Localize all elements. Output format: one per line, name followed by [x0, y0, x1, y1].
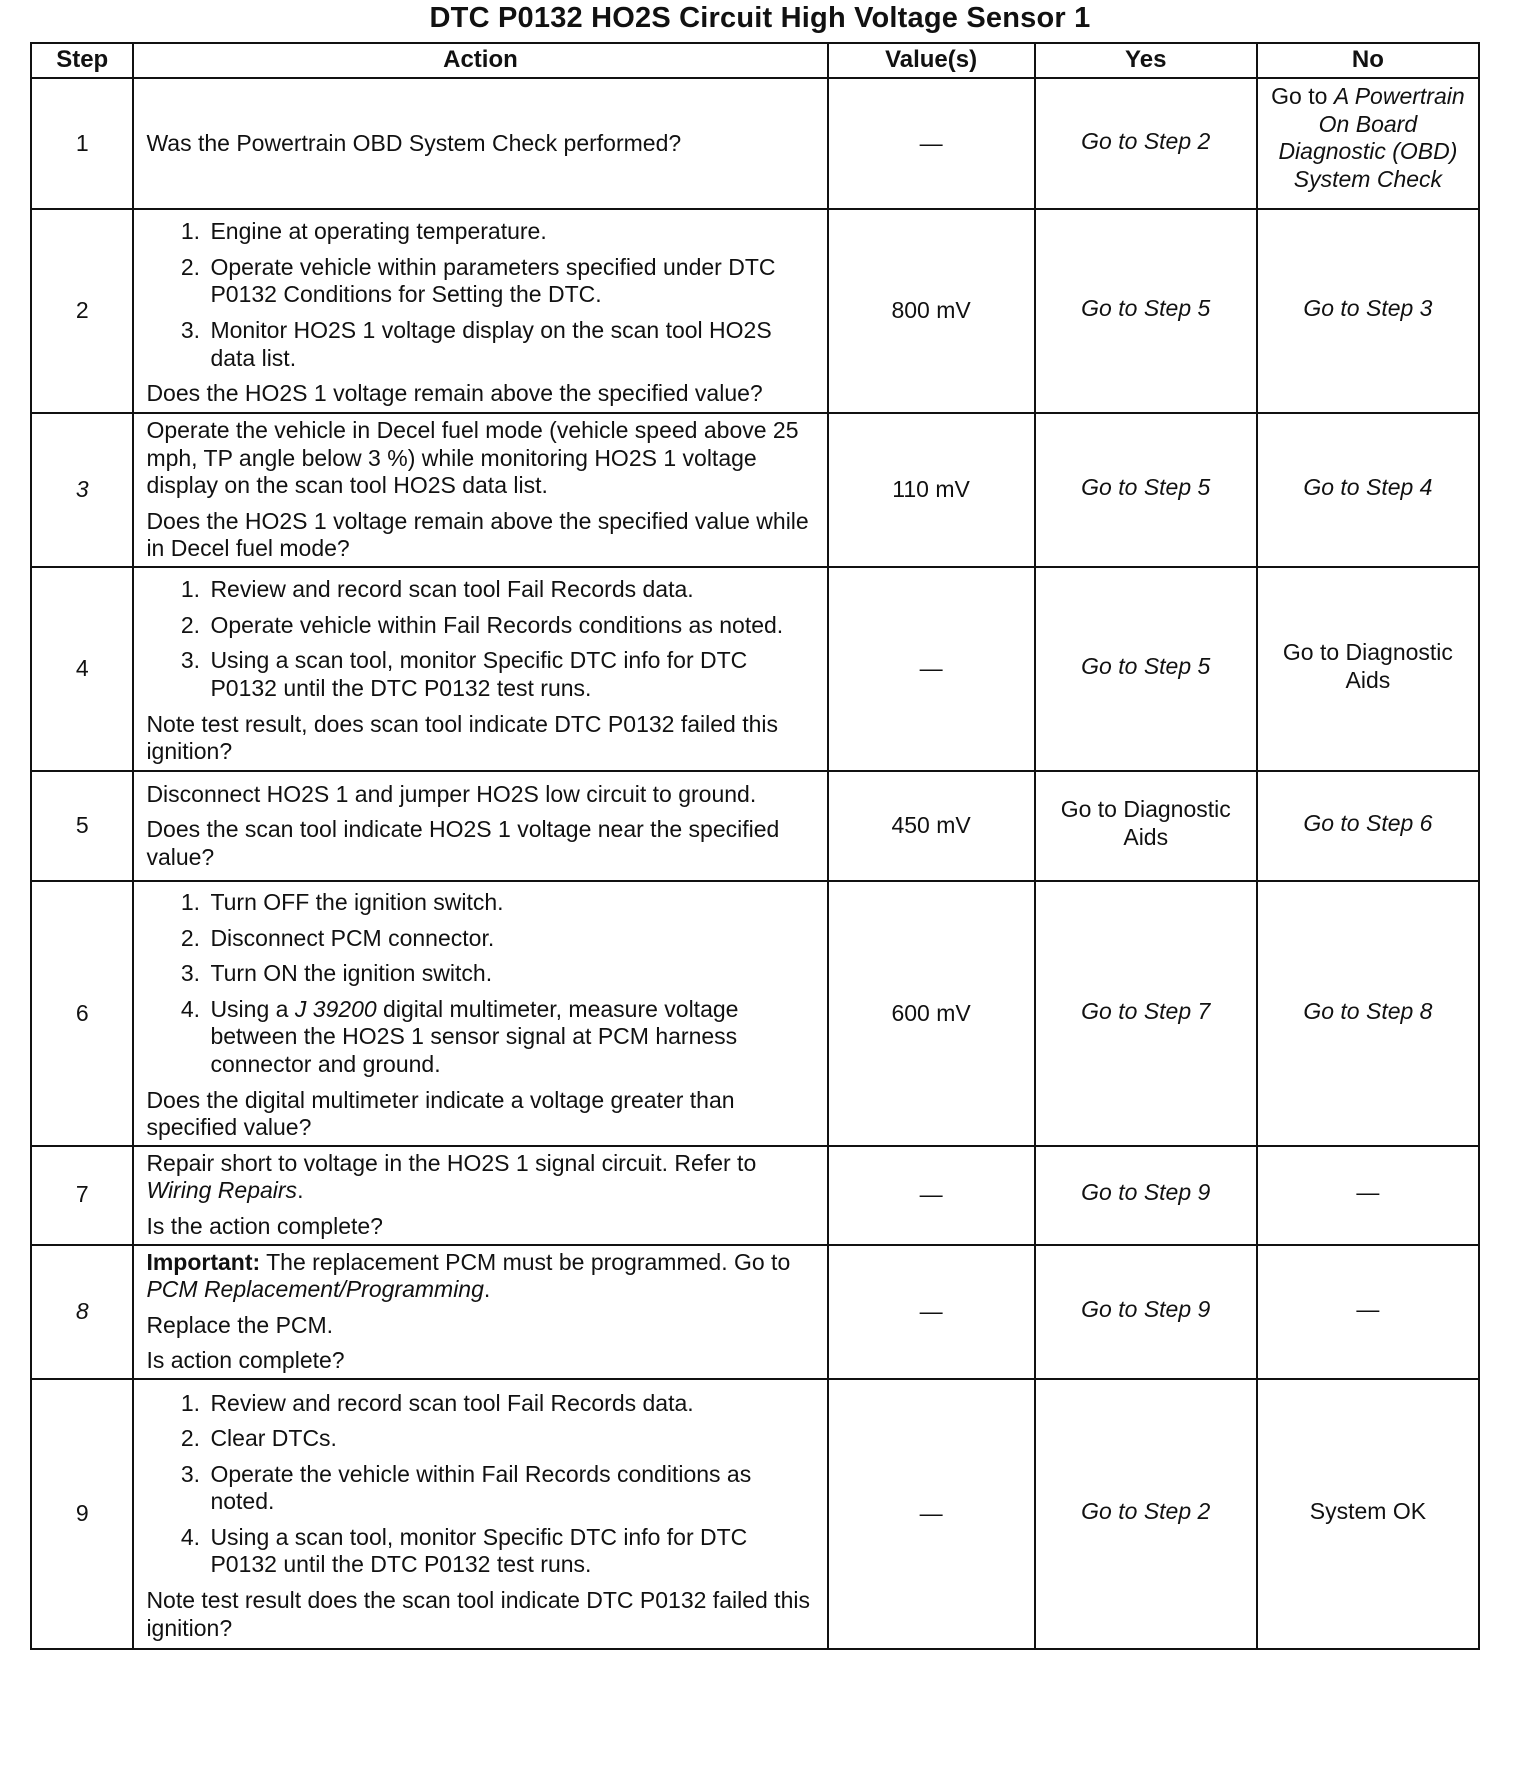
no-link[interactable]: A Powertrain On Board Diagnostic (OBD) System Check [1278, 83, 1465, 192]
no-link[interactable]: Go to Step 8 [1257, 881, 1479, 1146]
action-list [146, 218, 816, 372]
action-text: Replace the PCM. [146, 1311, 334, 1338]
no-link[interactable]: Go to Diagnostic Aids [1257, 567, 1479, 771]
important-note [146, 1249, 816, 1304]
step-number: 4 [31, 567, 133, 771]
header-values: Value(s) [828, 43, 1035, 78]
value-cell: — [828, 1379, 1035, 1649]
step-number: 5 [31, 771, 133, 881]
action-question: Does the HO2S 1 voltage remain above the specified value while in Decel fuel mode? [146, 507, 809, 562]
table-row [31, 881, 1479, 1146]
step-number: 1 [31, 78, 133, 209]
action-cell [133, 1245, 827, 1379]
action-question: Is the action complete? [146, 1212, 383, 1239]
yes-link[interactable]: Go to Step 7 [1035, 881, 1257, 1146]
action-question: Is action complete? [146, 1347, 345, 1374]
yes-link[interactable]: Go to Step 9 [1035, 1146, 1257, 1245]
yes-link[interactable]: Go to Step 9 [1035, 1245, 1257, 1379]
action-list-item: 4. Using a scan tool, monitor Specific DTC info for DTC P0132 until the DTC P0132 test runs. [206, 1524, 816, 1579]
step-number: 6 [31, 881, 133, 1146]
header-step: Step [31, 43, 133, 78]
value-cell: — [828, 78, 1035, 209]
action-list-item: 3. Monitor HO2S 1 voltage display on the scan tool HO2S data list. [206, 317, 816, 372]
action-text: Disconnect HO2S 1 and jumper HO2S low circuit to ground. [146, 780, 757, 807]
header-action: Action [133, 43, 827, 78]
action-text-part: . [297, 1177, 304, 1204]
item-text: digital multimeter, measure voltage between the HO2S 1 sensor signal at PCM harness connector and ground. [210, 995, 739, 1077]
no-cell: — [1257, 1146, 1479, 1245]
table-row [31, 209, 1479, 413]
action-text: Operate the vehicle in Decel fuel mode (vehicle speed above 25 mph, TP angle below 3 %) while monitoring HO2S 1 voltage display on the scan tool HO2S data list. [146, 417, 799, 499]
no-prefix: Go to [1271, 83, 1334, 109]
action-question: Does the scan tool indicate HO2S 1 voltage near the specified value? [146, 816, 780, 870]
important-after: . [483, 1276, 491, 1303]
yes-link[interactable]: Go to Step 2 [1035, 78, 1257, 209]
action-list-item: 2. Disconnect PCM connector. [206, 925, 816, 953]
table-row [31, 413, 1479, 567]
header-row [31, 43, 1479, 78]
table-row [31, 567, 1479, 771]
yes-link[interactable]: Go to Step 2 [1035, 1379, 1257, 1649]
action-list-item: 3. Using a scan tool, monitor Specific DTC info for DTC P0132 until the DTC P0132 test runs. [206, 647, 816, 702]
action-list-item: 1. Review and record scan tool Fail Records data. [206, 576, 816, 604]
action-text [146, 1150, 816, 1205]
tool-reference: J 39200 [294, 995, 377, 1022]
table-row [31, 1379, 1479, 1649]
value-cell: 450 mV [828, 771, 1035, 881]
value-cell: — [828, 567, 1035, 771]
step-number: 2 [31, 209, 133, 413]
action-list-item: 2. Operate vehicle within Fail Records conditions as noted. [206, 612, 816, 640]
value-cell: 110 mV [828, 413, 1035, 567]
action-list-item: 2. Operate vehicle within parameters specified under DTC P0132 Conditions for Setting the DTC. [206, 254, 816, 309]
action-cell [133, 78, 827, 209]
action-list-item: 1. Engine at operating temperature. [206, 218, 816, 246]
yes-link[interactable]: Go to Step 5 [1035, 209, 1257, 413]
diagnostic-table [30, 42, 1480, 1650]
no-cell [1257, 78, 1479, 209]
table-row [31, 1146, 1479, 1245]
action-list-item: 1. Review and record scan tool Fail Records data. [206, 1390, 816, 1418]
action-list [146, 576, 816, 702]
value-cell: — [828, 1146, 1035, 1245]
action-list-item: 3. Operate the vehicle within Fail Records conditions as noted. [206, 1461, 816, 1516]
action-list [146, 889, 816, 1079]
no-link[interactable]: Go to Step 4 [1257, 413, 1479, 567]
action-cell [133, 1379, 827, 1649]
no-link[interactable]: Go to Step 3 [1257, 209, 1479, 413]
action-question: Does the digital multimeter indicate a voltage greater than specified value? [146, 1086, 735, 1141]
action-list-item: 3. Turn ON the ignition switch. [206, 960, 816, 988]
yes-link[interactable]: Go to Step 5 [1035, 413, 1257, 567]
header-no: No [1257, 43, 1479, 78]
table-row [31, 78, 1479, 209]
pcm-programming-link[interactable]: PCM Replacement/Programming [146, 1276, 484, 1303]
action-cell [133, 209, 827, 413]
table-row [31, 1245, 1479, 1379]
important-text: The replacement PCM must be programmed. Go to [260, 1248, 791, 1275]
yes-link[interactable]: Go to Step 5 [1035, 567, 1257, 771]
item-text: Using a [210, 995, 295, 1022]
action-cell [133, 771, 827, 881]
action-question: Does the HO2S 1 voltage remain above the specified value? [146, 380, 763, 407]
action-cell [133, 881, 827, 1146]
yes-link[interactable]: Go to Diagnostic Aids [1035, 771, 1257, 881]
action-cell [133, 1146, 827, 1245]
step-number: 8 [31, 1245, 133, 1379]
no-link[interactable]: Go to Step 6 [1257, 771, 1479, 881]
no-cell: — [1257, 1245, 1479, 1379]
step-number: 9 [31, 1379, 133, 1649]
wiring-repairs-link[interactable]: Wiring Repairs [146, 1177, 298, 1204]
header-yes: Yes [1035, 43, 1257, 78]
action-cell [133, 413, 827, 567]
action-list [146, 1390, 816, 1580]
step-number: 3 [31, 413, 133, 567]
value-cell: 800 mV [828, 209, 1035, 413]
action-list-item: 1. Turn OFF the ignition switch. [206, 889, 816, 917]
important-label: Important: [146, 1248, 261, 1275]
page-title: DTC P0132 HO2S Circuit High Voltage Sensor 1 [429, 2, 1091, 34]
action-question: Note test result does the scan tool indicate DTC P0132 failed this ignition? [146, 1587, 810, 1641]
table-row [31, 771, 1479, 881]
no-cell: System OK [1257, 1379, 1479, 1649]
value-cell: 600 mV [828, 881, 1035, 1146]
action-question: Note test result, does scan tool indicate DTC P0132 failed this ignition? [146, 710, 778, 765]
value-cell: — [828, 1245, 1035, 1379]
action-text: Was the Powertrain OBD System Check performed? [146, 129, 682, 156]
action-list-item [206, 996, 816, 1079]
action-list-item: 2. Clear DTCs. [206, 1425, 816, 1453]
action-text-part: Repair short to voltage in the HO2S 1 signal circuit. Refer to [146, 1149, 757, 1176]
step-number: 7 [31, 1146, 133, 1245]
action-cell [133, 567, 827, 771]
